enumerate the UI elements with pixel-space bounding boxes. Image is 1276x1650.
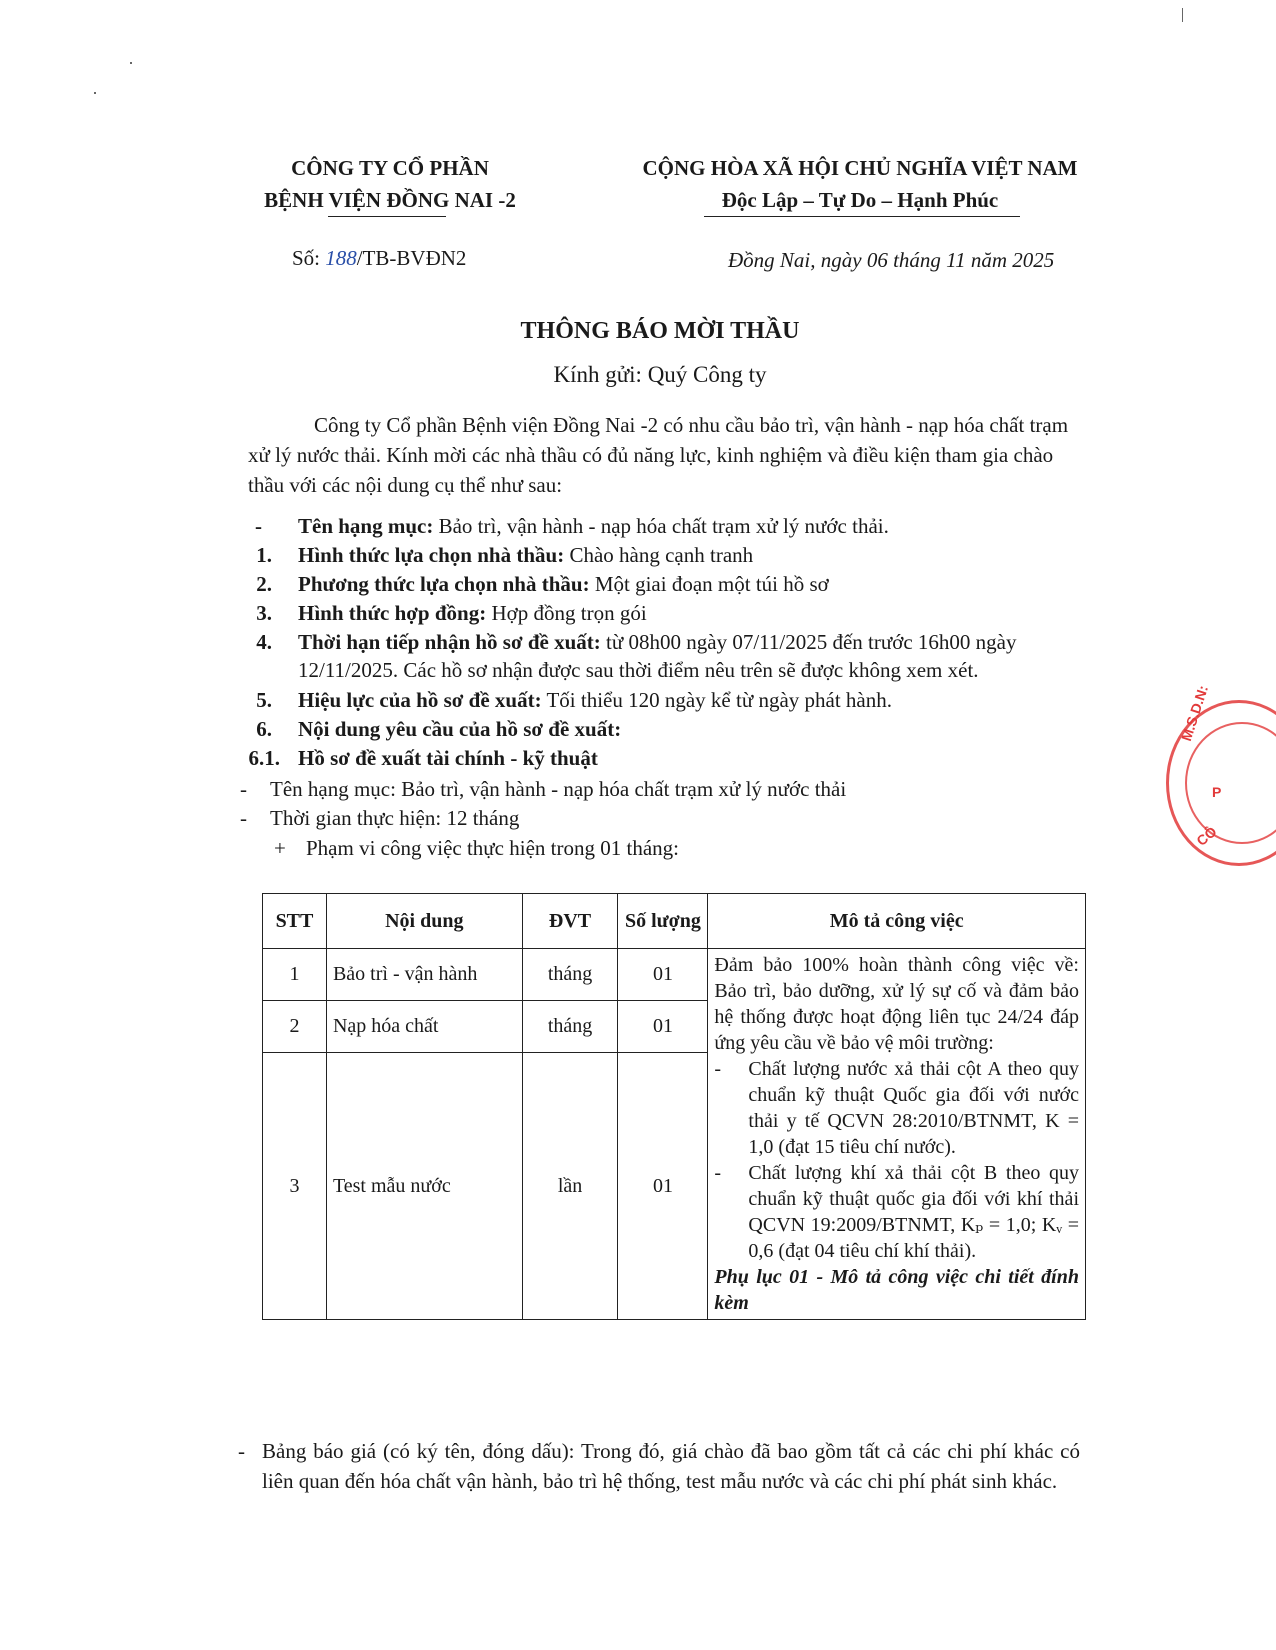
table-row: 2 Nạp hóa chất tháng 01 bbox=[263, 1001, 1086, 1053]
table-row: 1 Bảo trì - vận hành tháng 01 Đảm bảo 100% hoàn thành công việc về: Bảo trì, bảo dưỡng, xử lý sự cố và đảm bảo hệ thống được hoạt động liên tục 24/24 đáp ứng yêu cầu về bảo vệ môi trường: - Chất lượng nước xả thải cột A theo quy chuẩn kỹ thuật Quốc gia đối với nước thải y tế QCVN 28:2010/BTNMT, K = 1,0 (đạt 15 tiêu chí nước). - Chất lượng khí xả thải cột B theo quy chuẩn kỹ thuật quốc gia đối với khí thải QCVN 19:2009/BTNMT, Kₚ = 1,0; Kᵥ = 0,6 (đạt 04 tiêu chí khí thải). Phụ lục 01 - Mô tả công việc chi tiết đính kèm bbox=[263, 949, 1086, 1001]
scan-speck bbox=[1182, 8, 1183, 22]
sub-item: - Thời gian thực hiện: 12 tháng bbox=[240, 806, 520, 830]
sub-item: + Phạm vi công việc thực hiện trong 01 tháng: bbox=[274, 836, 679, 860]
company-line2: BỆNH VIỆN ĐỒNG NAI -2 bbox=[264, 188, 516, 212]
list-item: 3. Hình thức hợp đồng: Hợp đồng trọn gói bbox=[256, 601, 647, 625]
company-block bbox=[200, 152, 580, 216]
sub-item: - Tên hạng mục: Bảo trì, vận hành - nạp hóa chất trạm xử lý nước thải bbox=[240, 777, 847, 801]
company-underline bbox=[328, 216, 446, 217]
table-row: 3 Test mẫu nước lần 01 bbox=[263, 1053, 1086, 1320]
nation-line1: CỘNG HÒA XÃ HỘI CHỦ NGHĨA VIỆT NAM bbox=[642, 156, 1078, 180]
list-item: 4. Thời hạn tiếp nhận hồ sơ đề xuất: từ 08h00 ngày 07/11/2025 đến trước 16h00 ngày 12/11/2025. Các hồ sơ nhận được sau thời điểm nêu trên sẽ được không xem xét. bbox=[256, 630, 1017, 682]
col-header-qty: Số lượng bbox=[618, 894, 708, 949]
scan-speck bbox=[94, 92, 96, 94]
col-header-unit: ĐVT bbox=[522, 894, 618, 949]
list-item: 1. Hình thức lựa chọn nhà thầu: Chào hàng cạnh tranh bbox=[256, 543, 754, 567]
nation-line2: Độc Lập – Tự Do – Hạnh Phúc bbox=[721, 188, 999, 212]
seal-text: M.S.D.N: bbox=[1178, 683, 1212, 743]
col-header-desc: Mô tả công việc bbox=[708, 894, 1086, 949]
greeting: Kính gửi: Quý Công ty bbox=[553, 362, 767, 387]
list-item: 5. Hiệu lực của hồ sơ đề xuất: Tối thiểu 120 ngày kể từ ngày phát hành. bbox=[256, 688, 893, 712]
list-item: 6.1. Hồ sơ đề xuất tài chính - kỹ thuật bbox=[248, 746, 598, 770]
list-item: 6. Nội dung yêu cầu của hồ sơ đề xuất: bbox=[256, 717, 622, 741]
table-header-row bbox=[263, 894, 1086, 949]
nation-underline bbox=[704, 216, 1020, 217]
company-line1: CÔNG TY CỔ PHẦN bbox=[291, 156, 489, 180]
scan-speck bbox=[130, 62, 132, 64]
list-item: - Tên hạng mục: Bảo trì, vận hành - nạp hóa chất trạm xử lý nước thải. bbox=[255, 514, 889, 538]
nation-block bbox=[600, 152, 1120, 216]
handwritten-number: 188 bbox=[325, 246, 357, 270]
work-scope-table bbox=[262, 893, 1086, 1320]
seal-text: P bbox=[1212, 784, 1222, 800]
list-item: 2. Phương thức lựa chọn nhà thầu: Một giai đoạn một túi hồ sơ bbox=[256, 572, 829, 596]
col-header-content: Nội dung bbox=[326, 894, 522, 949]
work-description: Đảm bảo 100% hoàn thành công việc về: Bảo trì, bảo dưỡng, xử lý sự cố và đảm bảo hệ thống được hoạt động liên tục 24/24 đáp ứng yêu cầu về bảo vệ môi trường: - Chất lượng nước xả thải cột A theo quy chuẩn kỹ thuật Quốc gia đối với nước thải y tế QCVN 28:2010/BTNMT, K = 1,0 (đạt 15 tiêu chí nước). - Chất lượng khí xả thải cột B theo quy chuẩn kỹ thuật quốc gia đối với khí thải QCVN 19:2009/BTNMT, Kₚ = 1,0; Kᵥ = 0,6 (đạt 04 tiêu chí khí thải). Phụ lục 01 - Mô tả công việc chi tiết đính kèm bbox=[708, 949, 1086, 1320]
seal-text: CÔ bbox=[1193, 823, 1220, 849]
document-number: Số: 188/TB-BVĐN2 bbox=[292, 246, 467, 270]
page-title: THÔNG BÁO MỜI THẦU bbox=[520, 318, 800, 344]
date-line: Đồng Nai, ngày 06 tháng 11 năm 2025 bbox=[728, 248, 1055, 272]
quote-requirement: - Bảng báo giá (có ký tên, đóng dấu): Trong đó, giá chào đã bao gồm tất cả các chi phí khác có liên quan đến hóa chất vận hành, bảo trì hệ thống, test mẫu nước và các chi phí phát sinh khác. bbox=[238, 1439, 1080, 1493]
intro-paragraph: Công ty Cổ phần Bệnh viện Đồng Nai -2 có nhu cầu bảo trì, vận hành - nạp hóa chất trạm xử lý nước thải. Kính mời các nhà thầu có đủ năng lực, kinh nghiệm và điều kiện tham gia chào thầu với các nội dung cụ thể như sau: bbox=[248, 413, 1069, 497]
col-header-stt: STT bbox=[263, 894, 327, 949]
appendix-note: Phụ lục 01 - Mô tả công việc chi tiết đính kèm bbox=[714, 1266, 1079, 1314]
